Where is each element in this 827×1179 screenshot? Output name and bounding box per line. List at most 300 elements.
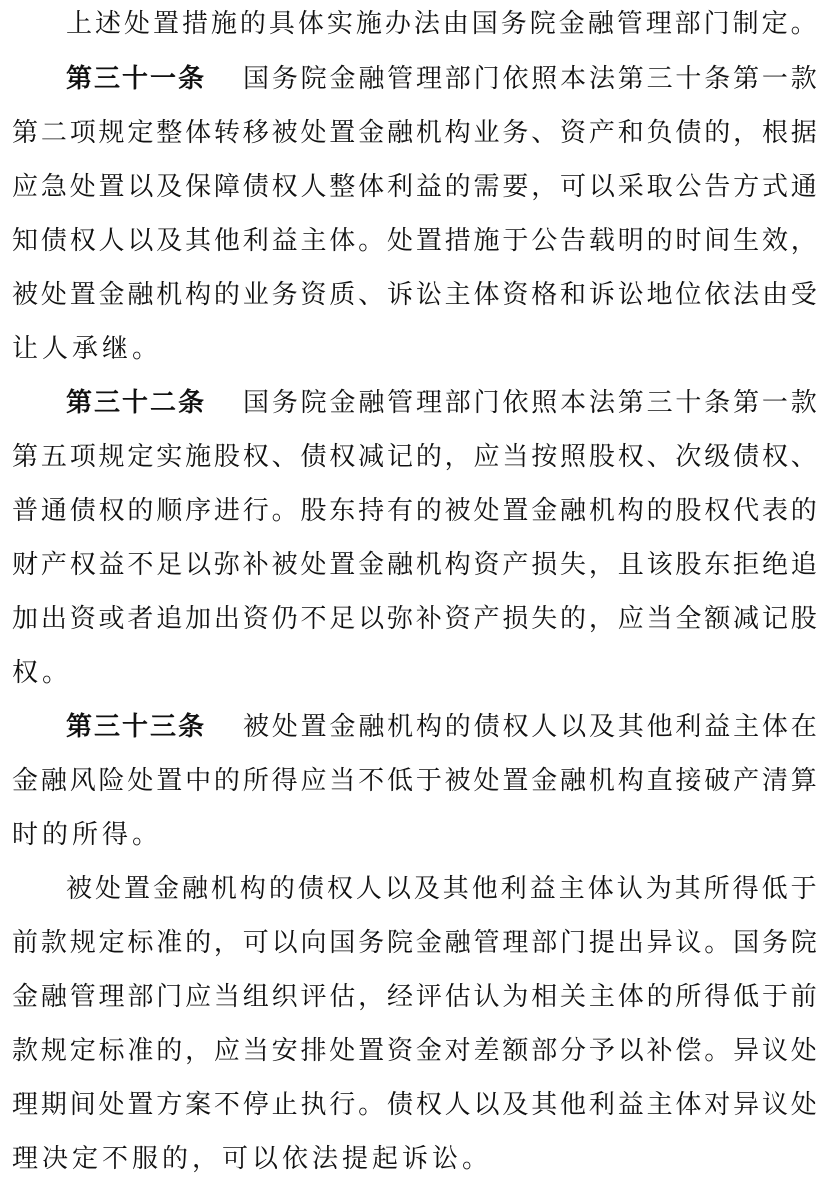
glyph: 诉 — [588, 280, 615, 310]
glyph: 东 — [329, 496, 356, 526]
glyph: 且 — [617, 550, 644, 580]
glyph: 体 — [617, 982, 644, 1012]
glyph: 、 — [646, 442, 673, 472]
glyph: 额 — [502, 1036, 529, 1066]
glyph: 不 — [300, 604, 327, 634]
glyph: 制 — [732, 9, 759, 39]
glyph: 绝 — [761, 550, 788, 580]
glyph: 人 — [444, 1090, 471, 1120]
glyph: 体 — [587, 874, 614, 904]
glyph: 组 — [242, 982, 269, 1012]
glyph: 、 — [531, 118, 558, 148]
glyph: 款 — [12, 1036, 39, 1066]
glyph: 门 — [473, 388, 500, 418]
glyph: 全 — [675, 604, 702, 634]
glyph: 以 — [358, 604, 385, 634]
glyph: 告 — [704, 172, 731, 202]
glyph: 权 — [329, 442, 356, 472]
glyph: 具 — [268, 9, 295, 39]
glyph: 为 — [645, 874, 672, 904]
glyph: 权 — [69, 226, 96, 256]
paragraph-4-line-3 — [0, 977, 827, 1017]
glyph: 普 — [12, 496, 39, 526]
glyph: 被 — [66, 874, 93, 904]
glyph: 、 — [271, 442, 298, 472]
glyph: 代 — [733, 496, 760, 526]
glyph: 为 — [502, 982, 529, 1012]
glyph: 弥 — [213, 550, 240, 580]
glyph: 估 — [444, 982, 471, 1012]
glyph: 置 — [127, 1090, 154, 1120]
glyph: 及 — [588, 712, 615, 742]
glyph: 金 — [329, 712, 356, 742]
glyph: 偿 — [675, 1036, 702, 1066]
glyph: 异 — [646, 928, 673, 958]
glyph: 于 — [502, 226, 529, 256]
glyph: 理 — [502, 928, 529, 958]
glyph: 和 — [560, 280, 587, 310]
glyph: 向 — [300, 928, 327, 958]
glyph: 的 — [790, 496, 817, 526]
glyph: 处 — [123, 9, 150, 39]
glyph: 务 — [500, 9, 527, 39]
glyph: 金 — [358, 550, 385, 580]
glyph: 国 — [243, 64, 270, 94]
glyph: 表 — [761, 496, 788, 526]
glyph: 在 — [790, 712, 817, 742]
glyph: 根 — [761, 118, 788, 148]
article-31-first-line — [0, 59, 827, 99]
glyph: 所 — [703, 874, 730, 904]
glyph: 资 — [473, 550, 500, 580]
glyph: 人 — [98, 226, 125, 256]
glyph: 急 — [40, 172, 67, 202]
glyph: 融 — [127, 280, 154, 310]
glyph: 利 — [675, 712, 702, 742]
glyph: 理 — [98, 982, 125, 1012]
glyph: 异 — [733, 1090, 760, 1120]
glyph: 机 — [415, 118, 442, 148]
glyph: 体 — [473, 280, 500, 310]
glyph: 理 — [415, 64, 442, 94]
glyph: 讼 — [617, 280, 644, 310]
paragraph-4-line-4 — [0, 1031, 827, 1071]
glyph: 当 — [502, 442, 529, 472]
glyph: 被 — [444, 496, 471, 526]
glyph: 第 — [617, 388, 644, 418]
glyph: 的 — [444, 712, 471, 742]
glyph: 的 — [646, 982, 673, 1012]
glyph: 人 — [355, 874, 382, 904]
glyph: 。 — [358, 226, 385, 256]
glyph: 以 — [473, 1090, 500, 1120]
glyph: 二 — [40, 118, 67, 148]
glyph: 记 — [386, 442, 413, 472]
glyph: 院 — [529, 9, 556, 39]
glyph: 产 — [473, 604, 500, 634]
glyph: 所 — [242, 766, 269, 796]
glyph: 产 — [733, 766, 760, 796]
glyph: 产 — [502, 550, 529, 580]
glyph: 要 — [502, 172, 529, 202]
article-32-first-line — [0, 383, 827, 423]
glyph: 方 — [156, 1090, 183, 1120]
glyph: 理 — [645, 9, 672, 39]
glyph: 人 — [300, 172, 327, 202]
glyph: 管 — [387, 388, 414, 418]
glyph: ， — [213, 928, 240, 958]
glyph: 机 — [387, 712, 414, 742]
glyph: 院 — [300, 388, 327, 418]
glyph: 权 — [98, 496, 125, 526]
glyph: 体 — [297, 9, 324, 39]
glyph: 清 — [761, 766, 788, 796]
glyph: 产 — [588, 118, 615, 148]
glyph: 的 — [415, 496, 442, 526]
glyph: 置 — [98, 172, 125, 202]
glyph: 止 — [271, 1090, 298, 1120]
article-31-line-4 — [0, 221, 827, 261]
glyph: 业 — [473, 118, 500, 148]
glyph: 第 — [733, 64, 760, 94]
glyph: 障 — [213, 172, 240, 202]
glyph: 金 — [329, 64, 356, 94]
glyph: 足 — [156, 550, 183, 580]
glyph: 处 — [790, 1090, 817, 1120]
glyph: 法 — [733, 280, 760, 310]
glyph: ， — [531, 172, 558, 202]
glyph: 产 — [40, 550, 67, 580]
glyph: 处 — [40, 280, 67, 310]
glyph: 准 — [127, 1036, 154, 1066]
glyph: 该 — [646, 550, 673, 580]
glyph: 权 — [761, 442, 788, 472]
article-33-line-1 — [243, 707, 817, 747]
glyph: 规 — [40, 1036, 67, 1066]
glyph: 效 — [761, 226, 788, 256]
glyph: 债 — [733, 442, 760, 472]
glyph: 相 — [531, 982, 558, 1012]
glyph: 十 — [675, 64, 702, 94]
glyph: 权 — [242, 442, 269, 472]
glyph: 资 — [300, 280, 327, 310]
glyph: 应 — [185, 982, 212, 1012]
glyph: 本 — [560, 388, 587, 418]
glyph: 第 — [12, 118, 39, 148]
glyph: 整 — [156, 118, 183, 148]
glyph: 第 — [617, 64, 644, 94]
glyph: 当 — [646, 604, 673, 634]
glyph: 置 — [152, 9, 179, 39]
glyph: 的 — [239, 9, 266, 39]
article-32-line-4 — [0, 545, 827, 585]
glyph: 依 — [704, 280, 731, 310]
glyph: 债 — [69, 496, 96, 526]
glyph: 资 — [560, 118, 587, 148]
glyph: 异 — [733, 1036, 760, 1066]
glyph: 整 — [329, 172, 356, 202]
glyph: 位 — [675, 280, 702, 310]
glyph: 股 — [675, 496, 702, 526]
glyph: 国 — [733, 928, 760, 958]
article-32-line-5 — [0, 599, 827, 639]
glyph: 当 — [242, 1036, 269, 1066]
glyph: 业 — [242, 280, 269, 310]
glyph: ， — [358, 982, 385, 1012]
glyph: 一 — [761, 64, 788, 94]
glyph: 照 — [531, 64, 558, 94]
glyph: 受 — [790, 280, 817, 310]
glyph: 构 — [444, 550, 471, 580]
glyph: 低 — [733, 982, 760, 1012]
glyph: 记 — [761, 604, 788, 634]
glyph: 他 — [560, 1090, 587, 1120]
glyph: 国 — [329, 928, 356, 958]
glyph: 织 — [271, 982, 298, 1012]
glyph: 益 — [529, 874, 556, 904]
glyph: 院 — [386, 928, 413, 958]
glyph: 加 — [185, 604, 212, 634]
glyph: 加 — [12, 604, 39, 634]
paragraph-4-line-1 — [0, 869, 827, 909]
article-33-line-2 — [0, 761, 827, 801]
glyph: 构 — [239, 874, 266, 904]
glyph: 的 — [560, 604, 587, 634]
glyph: 可 — [560, 172, 587, 202]
glyph: 级 — [704, 442, 731, 472]
glyph: 生 — [733, 226, 760, 256]
glyph: 以 — [127, 226, 154, 256]
glyph: 主 — [300, 226, 327, 256]
glyph: 、 — [358, 280, 385, 310]
glyph: 第 — [733, 388, 760, 418]
glyph: 金 — [12, 766, 39, 796]
glyph: 准 — [156, 928, 183, 958]
glyph: 务 — [761, 928, 788, 958]
glyph: 十 — [675, 388, 702, 418]
glyph: 构 — [617, 766, 644, 796]
glyph: 持 — [358, 496, 385, 526]
glyph: 执 — [300, 1090, 327, 1120]
glyph: ， — [444, 442, 471, 472]
glyph: 实 — [156, 442, 183, 472]
glyph: 停 — [242, 1090, 269, 1120]
glyph: 融 — [560, 766, 587, 796]
glyph: 序 — [185, 496, 212, 526]
glyph: 构 — [185, 280, 212, 310]
glyph: 主 — [588, 982, 615, 1012]
glyph: 被 — [12, 280, 39, 310]
glyph: 置 — [329, 118, 356, 148]
glyph: 置 — [502, 766, 529, 796]
glyph: 处 — [300, 550, 327, 580]
glyph: 置 — [329, 550, 356, 580]
glyph: 案 — [185, 1090, 212, 1120]
glyph: 资 — [386, 1036, 413, 1066]
glyph: 时 — [675, 226, 702, 256]
glyph: 不 — [213, 1090, 240, 1120]
glyph: 间 — [69, 1090, 96, 1120]
glyph: 院 — [790, 928, 817, 958]
glyph: 本 — [560, 64, 587, 94]
glyph: 。 — [790, 9, 817, 39]
glyph: 融 — [386, 118, 413, 148]
glyph: 置 — [502, 496, 529, 526]
glyph: 的 — [213, 766, 240, 796]
glyph: 对 — [444, 1036, 471, 1066]
glyph: 公 — [675, 172, 702, 202]
glyph: 机 — [210, 874, 237, 904]
glyph: 益 — [98, 550, 125, 580]
glyph: 置 — [69, 280, 96, 310]
glyph: 以 — [617, 1036, 644, 1066]
article-33-heading: 第三十三条 — [66, 712, 207, 742]
glyph: 融 — [40, 982, 67, 1012]
glyph: 照 — [531, 388, 558, 418]
glyph: 理 — [12, 1090, 39, 1120]
glyph: 通 — [40, 496, 67, 526]
glyph: 融 — [444, 928, 471, 958]
glyph: 权 — [69, 550, 96, 580]
glyph: 益 — [271, 226, 298, 256]
glyph: 不 — [358, 766, 385, 796]
glyph: 东 — [704, 550, 731, 580]
glyph: 融 — [386, 550, 413, 580]
glyph: 得 — [704, 982, 731, 1012]
glyph: 办 — [384, 9, 411, 39]
glyph: 益 — [415, 172, 442, 202]
glyph: ， — [588, 604, 615, 634]
glyph: 理 — [415, 388, 442, 418]
glyph: 地 — [646, 280, 673, 310]
glyph: 方 — [733, 172, 760, 202]
glyph: 债 — [386, 1090, 413, 1120]
glyph: 采 — [617, 172, 644, 202]
glyph: 权 — [502, 712, 529, 742]
glyph: 格 — [531, 280, 558, 310]
glyph: 体 — [761, 712, 788, 742]
glyph: 权 — [704, 496, 731, 526]
glyph: 主 — [558, 874, 585, 904]
glyph: 直 — [646, 766, 673, 796]
glyph: 处 — [94, 874, 121, 904]
glyph: 融 — [40, 766, 67, 796]
glyph: 的 — [156, 1036, 183, 1066]
glyph: 取 — [646, 172, 673, 202]
glyph: 机 — [588, 766, 615, 796]
glyph: 应 — [300, 766, 327, 796]
glyph: 金 — [358, 118, 385, 148]
glyph: 移 — [242, 118, 269, 148]
glyph: 出 — [40, 604, 67, 634]
glyph: 股 — [588, 442, 615, 472]
glyph: 权 — [617, 442, 644, 472]
glyph: 施 — [185, 442, 212, 472]
glyph: 议 — [761, 1036, 788, 1066]
glyph: 规 — [98, 118, 125, 148]
glyph: 益 — [704, 712, 731, 742]
glyph: 处 — [98, 1090, 125, 1120]
glyph: 金 — [98, 280, 125, 310]
glyph: 务 — [502, 118, 529, 148]
glyph: 第 — [12, 442, 39, 472]
glyph: 的 — [646, 226, 673, 256]
glyph: 款 — [40, 928, 67, 958]
glyph: 失 — [560, 550, 587, 580]
glyph: 算 — [790, 766, 817, 796]
glyph: 项 — [69, 442, 96, 472]
article-31-line-5 — [0, 275, 827, 315]
glyph: 法 — [413, 9, 440, 39]
glyph: 一 — [761, 388, 788, 418]
glyph: 前 — [790, 982, 817, 1012]
glyph: 所 — [675, 982, 702, 1012]
glyph: 资 — [69, 604, 96, 634]
glyph: 明 — [617, 226, 644, 256]
glyph: 权 — [415, 1090, 442, 1120]
glyph: 款 — [790, 388, 817, 418]
glyph: 保 — [185, 172, 212, 202]
glyph: 部 — [127, 982, 154, 1012]
glyph: 条 — [704, 388, 731, 418]
glyph: 损 — [502, 604, 529, 634]
glyph: 其 — [617, 712, 644, 742]
glyph: 次 — [675, 442, 702, 472]
glyph: 予 — [588, 1036, 615, 1066]
glyph: 足 — [329, 604, 356, 634]
glyph: 顺 — [156, 496, 183, 526]
glyph: 置 — [300, 712, 327, 742]
glyph: 述 — [94, 9, 121, 39]
glyph: 融 — [587, 9, 614, 39]
glyph: 按 — [531, 442, 558, 472]
glyph: 由 — [442, 9, 469, 39]
glyph: ， — [733, 118, 760, 148]
glyph: 施 — [473, 226, 500, 256]
glyph: 有 — [386, 496, 413, 526]
glyph: 公 — [531, 226, 558, 256]
glyph: 管 — [387, 64, 414, 94]
article-33-line-3: 时的所得。 — [12, 820, 163, 850]
glyph: 金 — [531, 766, 558, 796]
glyph: 标 — [98, 1036, 125, 1066]
glyph: 损 — [531, 550, 558, 580]
glyph: 资 — [444, 604, 471, 634]
glyph: 诉 — [386, 280, 413, 310]
glyph: 务 — [358, 928, 385, 958]
glyph: 金 — [12, 982, 39, 1012]
glyph: 管 — [616, 9, 643, 39]
glyph: 主 — [646, 1090, 673, 1120]
glyph: 机 — [156, 280, 183, 310]
glyph: 转 — [213, 118, 240, 148]
glyph: 当 — [329, 766, 356, 796]
glyph: 股 — [213, 442, 240, 472]
glyph: 债 — [675, 118, 702, 148]
glyph: ， — [790, 226, 817, 256]
glyph: 定 — [127, 442, 154, 472]
glyph: 经 — [386, 982, 413, 1012]
paragraph-line — [0, 4, 827, 44]
glyph: 融 — [358, 64, 385, 94]
glyph: 得 — [732, 874, 759, 904]
glyph: 利 — [386, 172, 413, 202]
glyph: 补 — [646, 1036, 673, 1066]
glyph: 的 — [213, 280, 240, 310]
glyph: 融 — [181, 874, 208, 904]
glyph: 的 — [127, 496, 154, 526]
glyph: 认 — [616, 874, 643, 904]
